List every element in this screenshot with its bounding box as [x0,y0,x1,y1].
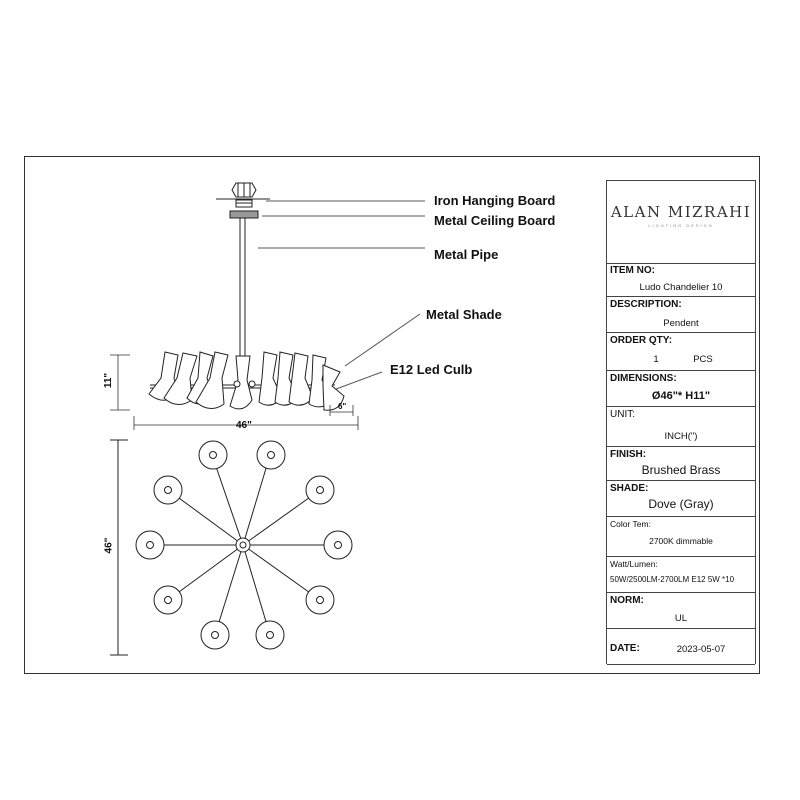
label-metal-shade: Metal Shade [426,307,502,322]
shade-value: Dove (Gray) [648,497,714,511]
watt-lumen-label: Watt/Lumen: [610,559,658,569]
norm-value: UL [674,613,688,624]
item-no-value: Ludo Chandelier 10 [639,282,723,293]
dimensions-value: Ø46"* H11" [651,390,711,402]
finish-label: FINISH: [610,449,647,460]
elevation-shades [149,352,347,411]
dimensions-label: DIMENSIONS: [610,373,677,384]
cell-color-temp [607,517,755,557]
cell-watt-lumen [607,557,755,593]
cell-dimensions [607,371,755,407]
unit-value: INCH(") [664,431,698,442]
plan-view [110,440,352,655]
cell-unit [607,407,755,447]
order-qty-value: 1 [653,354,659,365]
title-block [606,180,756,664]
brand-subtitle: LIGHTING DESIGN [648,223,714,228]
brand-name: ALAN MIZRAHI [610,203,752,221]
item-no-label: ITEM NO: [610,265,655,276]
order-qty-label: ORDER QTY: [610,335,673,346]
ceiling-canopy [216,183,270,218]
cell-date [607,629,755,665]
brand-logo [607,181,755,264]
cell-description [607,297,755,333]
date-label: DATE: [610,643,640,654]
color-temp-value: 2700K dimmable [649,536,713,546]
shade-label: SHADE: [610,483,649,494]
description-label: DESCRIPTION: [610,299,682,310]
cell-item-no [607,263,755,297]
unit-label: UNIT: [610,409,635,420]
dim-plan-diameter: 46" [103,537,115,554]
description-value: Pendent [663,318,699,329]
label-metal-ceiling-board: Metal Ceiling Board [434,213,556,228]
order-qty-unit: PCS [693,354,713,365]
cell-norm [607,593,755,629]
dim-width: 46" [236,420,252,431]
cell-finish [607,447,755,481]
dim-height: 11" [103,372,115,389]
label-iron-hanging-board: Iron Hanging Board [434,193,556,208]
color-temp-label: Color Tem: [610,519,651,529]
dim-shade: 6" [338,402,347,411]
cell-order-qty [607,333,755,371]
cell-shade [607,481,755,517]
label-metal-pipe: Metal Pipe [434,247,499,262]
norm-label: NORM: [610,595,644,606]
watt-lumen-value: 50W/2500LM-2700LM E12 5W *10 [610,575,735,584]
label-e12-led-bulb: E12 Led Culb [390,362,473,377]
date-value: 2023-05-07 [676,644,726,655]
finish-value: Brushed Brass [641,463,721,477]
